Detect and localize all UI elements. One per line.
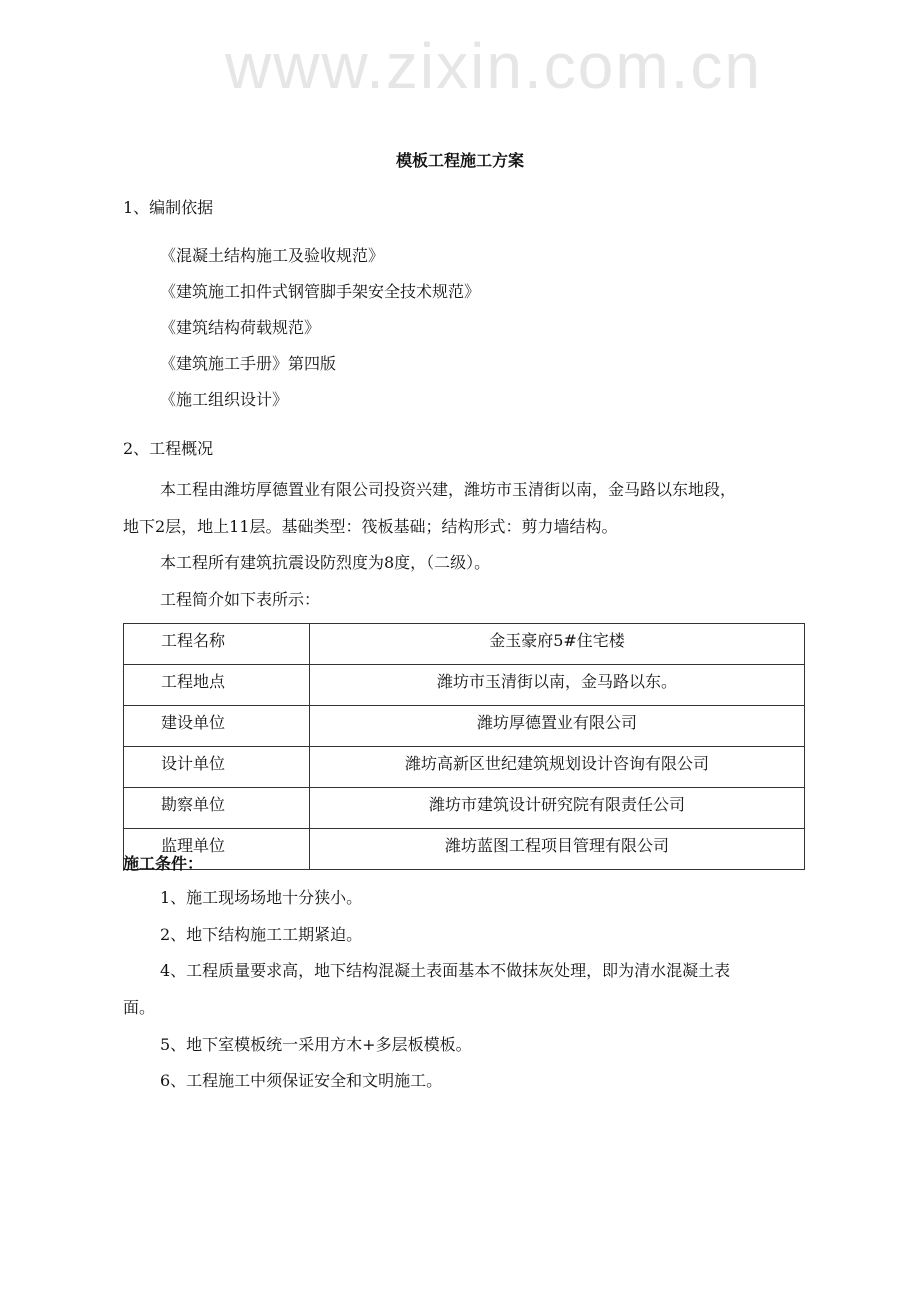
condition-item: 6、工程施工中须保证安全和文明施工。 bbox=[160, 1071, 443, 1090]
condition-item: 1、施工现场场地十分狭小。 bbox=[160, 888, 363, 907]
section-heading: 2、工程概况 bbox=[123, 439, 214, 458]
row-label: 工程名称 bbox=[124, 624, 310, 665]
row-label: 工程地点 bbox=[124, 665, 310, 706]
reference-item: 《建筑施工扣件式钢管脚手架安全技术规范》 bbox=[160, 282, 481, 301]
condition-item: 2、地下结构施工工期紧迫。 bbox=[160, 925, 363, 944]
table-row bbox=[124, 706, 805, 747]
document-title: 模板工程施工方案 bbox=[395, 151, 524, 170]
table-row bbox=[124, 624, 805, 665]
row-label: 勘察单位 bbox=[124, 788, 310, 829]
row-label: 监理单位 bbox=[124, 829, 310, 870]
reference-item: 《混凝土结构施工及验收规范》 bbox=[160, 246, 385, 265]
row-value: 潍坊市玉清街以南，金马路以东。 bbox=[310, 665, 805, 706]
paragraph: 本工程由潍坊厚德置业有限公司投资兴建，潍坊市玉清街以南，金马路以东地段， bbox=[160, 480, 737, 499]
reference-item: 《建筑施工手册》第四版 bbox=[160, 354, 337, 373]
paragraph: 工程简介如下表所示： bbox=[160, 590, 321, 609]
row-label: 设计单位 bbox=[124, 747, 310, 788]
row-label: 建设单位 bbox=[124, 706, 310, 747]
row-value: 潍坊市建筑设计研究院有限责任公司 bbox=[310, 788, 805, 829]
row-value: 潍坊高新区世纪建筑规划设计咨询有限公司 bbox=[310, 747, 805, 788]
table-row bbox=[124, 747, 805, 788]
table-row bbox=[124, 829, 805, 870]
row-value: 潍坊厚德置业有限公司 bbox=[310, 706, 805, 747]
reference-item: 《建筑结构荷载规范》 bbox=[160, 318, 321, 337]
row-value: 潍坊蓝图工程项目管理有限公司 bbox=[310, 829, 805, 870]
condition-item: 面。 bbox=[123, 998, 156, 1017]
condition-item: 5、地下室模板统一采用方木+多层板模板。 bbox=[160, 1035, 472, 1054]
condition-item: 4、工程质量要求高，地下结构混凝土表面基本不做抹灰处理，即为清水混凝土表 bbox=[160, 961, 731, 980]
paragraph: 本工程所有建筑抗震设防烈度为8度，（二级）。 bbox=[160, 553, 491, 572]
reference-item: 《施工组织设计》 bbox=[160, 390, 289, 409]
watermark: www.zixin.com.cn bbox=[225, 30, 762, 102]
row-value: 金玉豪府5#住宅楼 bbox=[310, 624, 805, 665]
section-heading: 1、编制依据 bbox=[123, 198, 214, 217]
table-row bbox=[124, 665, 805, 706]
paragraph: 地下2层，地上11层。基础类型：筏板基础；结构形式：剪力墙结构。 bbox=[123, 517, 618, 536]
section-heading: 施工条件： bbox=[123, 854, 204, 873]
project-info-table bbox=[123, 623, 805, 870]
table-row bbox=[124, 788, 805, 829]
